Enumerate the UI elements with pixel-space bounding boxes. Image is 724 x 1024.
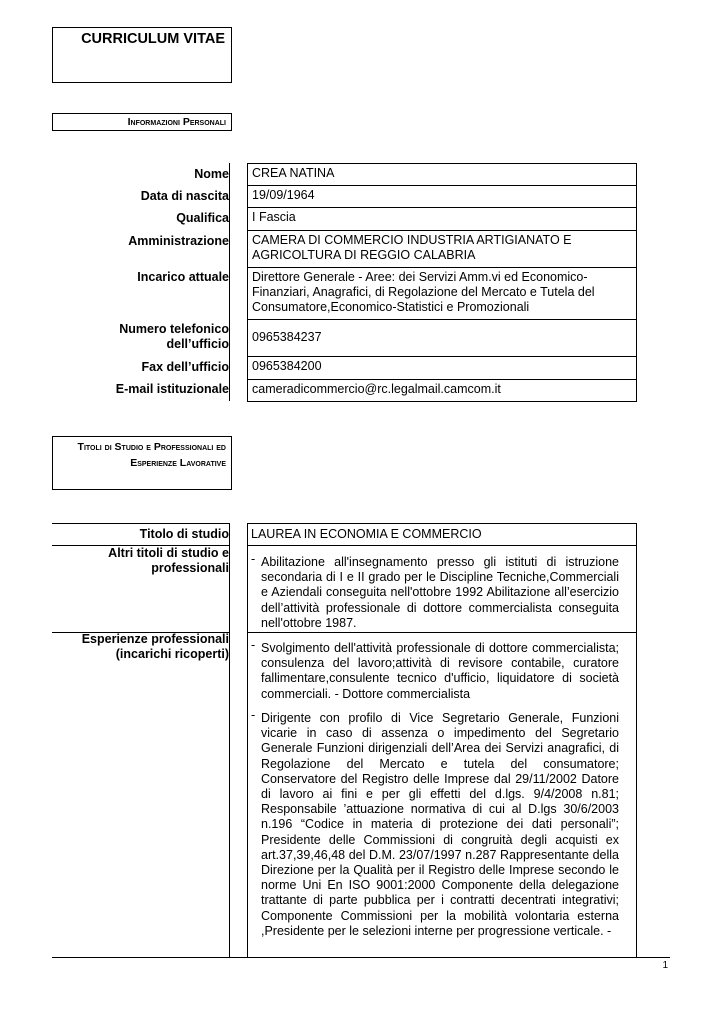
bullet-dash: - <box>251 552 256 566</box>
value-qualifica: I Fascia <box>247 207 637 231</box>
value-amministrazione: CAMERA DI COMMERCIO INDUSTRIA ARTIGIANATO E AGRICOLTURA DI REGGIO CALABRIA <box>247 230 637 268</box>
label-altri-titoli: Altri titoli di studio e professionali <box>108 546 229 575</box>
esperienza-item-1 <box>247 638 637 702</box>
label-esperienze: Esperienze professionali (incarichi ricoperti) <box>81 632 229 661</box>
cv-title: CURRICULUM VITAE <box>81 31 225 47</box>
label-titolo: Titolo di studio <box>139 527 229 541</box>
label-qualifica: Qualifica <box>176 211 229 225</box>
label-email: E-mail istituzionale <box>115 382 229 396</box>
value-telefono: 0965384237 <box>247 319 637 357</box>
value-titolo: LAUREA IN ECONOMIA E COMMERCIO <box>251 527 482 541</box>
section-studies-header: Titoli di Studio e Professionali ed Esperienze Lavorative <box>52 436 232 490</box>
value-top-rule <box>247 523 637 524</box>
bullet-dash: - <box>251 638 256 652</box>
label-incarico: Incarico attuale <box>137 270 229 284</box>
value-fax: 0965384200 <box>247 356 637 380</box>
label-top-rule <box>52 523 229 524</box>
footer-area <box>0 958 724 1024</box>
esperienza-text-2: Dirigente con profilo di Vice Segretario Generale, Funzioni vicarie in caso di assenza o impedimento del Segretario Generale Funzioni dirigenziali dell’Area dei Servizi anagrafici, di Regolazione del Mercato e tutela del consumatore; Conservatore del Registro delle Imprese dal 29/11/2002 Datore di lavoro ai fini e per gli effetti del d.lgs. 9/4/2008 n.81; Responsabile ’attuazione normativa di cui al D.lgs 30/6/2003 n.196 “Codice in materia di protezione dei dati personali”; Presidente delle Commissioni di congruità degli acquisti ex art.37,39,46,48 del D.M. 23/07/1997 n.287 Rappresentante della Direzione per la Qualità per il Registro delle Imprese secondo le norme Uni En ISO 9001:2000 Componente della delegazione trattante di parte pubblica per i contratti decentrati integrativi; Componente Commissioni per la mobilità volontaria esterna ,Presidente per le selezioni interne per progressione verticale. - <box>261 711 619 938</box>
value-altri-titoli <box>247 552 637 631</box>
value-rule-2 <box>247 632 637 633</box>
footer-rule <box>52 957 670 958</box>
value-incarico: Direttore Generale - Aree: dei Servizi Amm.vi ed Economico-Finanziari, Anagrafici, di Regolazione del Mercato e Tutela del Consumatore,Economico-Statistici e Promozionali <box>247 267 637 320</box>
altri-titoli-text: Abilitazione all'insegnamento presso gli istituti di istruzione secondaria di I e II grado per le Discipline Tecniche,Commerciali e Aziendali conseguita nell'ottobre 1992 Abilitazione all’esercizio dell’attività professionale di dottore commercialista conseguita nell'ottobre 1987. <box>261 555 619 630</box>
section-personal-header: Informazioni Personali <box>52 113 232 131</box>
label-divider-2 <box>229 523 230 960</box>
label-divider <box>229 163 230 401</box>
label-fax: Fax dell’ufficio <box>141 360 229 374</box>
value-data-nascita: 19/09/1964 <box>247 185 637 208</box>
label-amministrazione: Amministrazione <box>128 234 229 248</box>
label-data-nascita: Data di nascita <box>140 189 229 203</box>
esperienza-item-2 <box>247 708 637 939</box>
bullet-dash: - <box>251 708 256 722</box>
value-email: cameradicommercio@rc.legalmail.camcom.it <box>247 379 637 402</box>
label-telefono: Numero telefonico dell’ufficio <box>119 322 229 351</box>
value-nome: CREA NATINA <box>247 163 637 186</box>
label-nome: Nome <box>194 167 229 181</box>
page-number: 1 <box>662 960 668 971</box>
value-rule-1 <box>247 545 637 546</box>
cv-title-box <box>52 27 232 83</box>
esperienza-text-1: Svolgimento dell'attività professionale di dottore commercialista; consulenza del lavoro;attività di revisore contabile, curatore fallimentare,consulente tecnico d'ufficio, liquidatore di società commerciali. - Dottore commercialista <box>261 641 619 701</box>
